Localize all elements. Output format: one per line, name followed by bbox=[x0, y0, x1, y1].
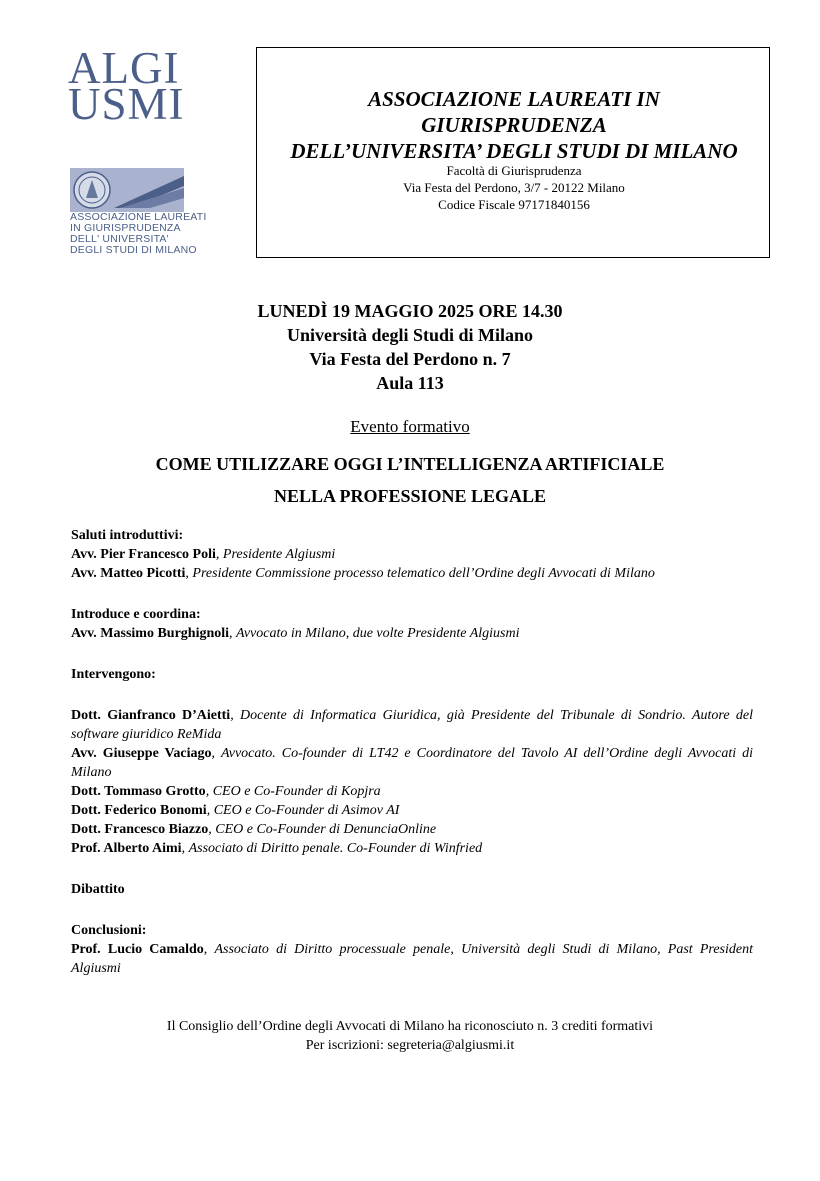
program bbox=[71, 526, 753, 978]
speaker-name: Avv. Giuseppe Vaciago bbox=[71, 746, 212, 761]
speaker-role: Docente di Informatica Giuridica, già Presidente del Tribunale di Sondrio. Autore del software giuridico ReMida bbox=[71, 708, 753, 742]
speaker-name: Dott. Federico Bonomi bbox=[71, 803, 207, 818]
event-type-label: Evento formativo bbox=[350, 417, 470, 436]
logo-caption-line: ASSOCIAZIONE LAUREATI bbox=[70, 211, 207, 223]
speaker-entry: Dott. Francesco Biazzo, CEO e Co-Founder di DenunciaOnline bbox=[71, 822, 437, 837]
speaker-entry: Dott. Tommaso Grotto, CEO e Co-Founder di Kopjra bbox=[71, 784, 381, 799]
speaker-name: Prof. Alberto Aimi bbox=[71, 841, 182, 856]
speaker-name: Avv. Massimo Burghignoli bbox=[71, 626, 230, 641]
association-title bbox=[257, 86, 771, 164]
speaker-name: Dott. Tommaso Grotto bbox=[71, 784, 206, 799]
event-details bbox=[0, 299, 820, 395]
logo-caption bbox=[70, 211, 207, 256]
greeting-speaker: Avv. Pier Francesco Poli, Presidente Algiusmi bbox=[71, 547, 336, 562]
greeting-speaker: Avv. Matteo Picotti, Presidente Commissione processo telematico dell’Ordine degli Avvocati di Milano bbox=[71, 566, 655, 581]
speaker-name: Avv. Matteo Picotti bbox=[71, 566, 186, 581]
association-title-line: DELL’UNIVERSITA’ DEGLI STUDI DI MILANO bbox=[290, 139, 738, 163]
speaker-entry: Prof. Alberto Aimi, Associato di Diritto penale. Co-Founder di Winfried bbox=[71, 841, 483, 856]
speaker-role: Associato di Diritto penale. Co-Founder di Winfried bbox=[188, 841, 483, 856]
speaker-role: Presidente Algiusmi bbox=[222, 547, 336, 562]
footer-notes bbox=[0, 1017, 820, 1055]
logo-caption-line: IN GIURISPRUDENZA bbox=[70, 222, 181, 234]
algiusmi-logo bbox=[68, 43, 207, 262]
speaker-name: Prof. Lucio Camaldo bbox=[71, 942, 204, 957]
association-info bbox=[257, 162, 771, 213]
greetings-label: Saluti introduttivi: bbox=[71, 528, 184, 543]
association-header-box bbox=[256, 47, 770, 258]
speaker-role: Presidente Commissione processo telematico dell’Ordine degli Avvocati di Milano bbox=[192, 566, 655, 581]
event-title-line1: COME UTILIZZARE OGGI L’INTELLIGENZA ARTIFICIALE bbox=[155, 454, 665, 474]
speaker-name: Dott. Gianfranco D’Aietti bbox=[71, 708, 231, 723]
tax-code-text: Codice Fiscale 97171840156 bbox=[438, 197, 590, 212]
speaker-entry: Dott. Federico Bonomi, CEO e Co-Founder di Asimov AI bbox=[71, 803, 400, 818]
event-venue: Università degli Studi di Milano bbox=[286, 325, 534, 345]
speaker-role: Avvocato in Milano, due volte Presidente Algiusmi bbox=[236, 626, 520, 641]
association-title-line: ASSOCIAZIONE LAUREATI IN bbox=[368, 87, 660, 111]
speaker-entry: Dott. Gianfranco D’Aietti, Docente di Informatica Giuridica, già Presidente del Tribunale di Sondrio. Autore del software giuridico ReMida bbox=[71, 708, 753, 742]
speaker-role: CEO e Co-Founder di DenunciaOnline bbox=[215, 822, 437, 837]
address-text: Via Festa del Perdono, 3/7 - 20122 Milano bbox=[403, 180, 625, 195]
association-title-line: GIURISPRUDENZA bbox=[421, 113, 607, 137]
event-type bbox=[0, 417, 820, 437]
logo-emblem-icon bbox=[70, 168, 184, 212]
conclusions-label: Conclusioni: bbox=[71, 923, 147, 938]
speaker-role: Associato di Diritto processuale penale, Università degli Studi di Milano, Past President Algiusmi bbox=[71, 942, 753, 976]
event-street: Via Festa del Perdono n. 7 bbox=[309, 349, 511, 369]
event-title-line2: NELLA PROFESSIONE LEGALE bbox=[273, 486, 547, 506]
logo-caption-line: DEGLI STUDI DI MILANO bbox=[70, 244, 197, 256]
event-room: Aula 113 bbox=[376, 373, 444, 393]
debate-label: Dibattito bbox=[71, 882, 125, 897]
registration-note: Per iscrizioni: segreteria@algiusmi.it bbox=[305, 1038, 515, 1053]
speaker-name: Dott. Francesco Biazzo bbox=[71, 822, 209, 837]
moderator-label: Introduce e coordina: bbox=[71, 607, 201, 622]
event-title bbox=[0, 448, 820, 512]
speaker-role: CEO e Co-Founder di Asimov AI bbox=[213, 803, 400, 818]
faculty-text: Facoltà di Giurisprudenza bbox=[446, 163, 582, 178]
moderator-speaker: Avv. Massimo Burghignoli, Avvocato in Milano, due volte Presidente Algiusmi bbox=[71, 626, 520, 641]
speaker-role: CEO e Co-Founder di Kopjra bbox=[212, 784, 381, 799]
logo-word-line2: USMI bbox=[68, 79, 185, 129]
speaker-entry: Avv. Giuseppe Vaciago, Avvocato. Co-founder di LT42 e Coordinatore del Tavolo AI dell’Ordine degli Avvocati di Milano bbox=[71, 746, 753, 780]
speaker-name: Avv. Pier Francesco Poli bbox=[71, 547, 216, 562]
speakers-label: Intervengono: bbox=[71, 667, 156, 682]
event-date-time: LUNEDÌ 19 MAGGIO 2025 ORE 14.30 bbox=[257, 301, 563, 321]
logo-word-line1: ALGI bbox=[68, 43, 180, 93]
speaker-role: Avvocato. Co-founder di LT42 e Coordinatore del Tavolo AI dell’Ordine degli Avvocati di Milano bbox=[71, 746, 753, 780]
conclusion-speaker: Prof. Lucio Camaldo, Associato di Diritto processuale penale, Università degli Studi di Milano, Past President Algiusmi bbox=[71, 942, 753, 976]
logo-caption-line: DELL' UNIVERSITA' bbox=[70, 233, 169, 245]
credits-note: Il Consiglio dell’Ordine degli Avvocati di Milano ha riconosciuto n. 3 crediti formativi bbox=[166, 1019, 654, 1034]
